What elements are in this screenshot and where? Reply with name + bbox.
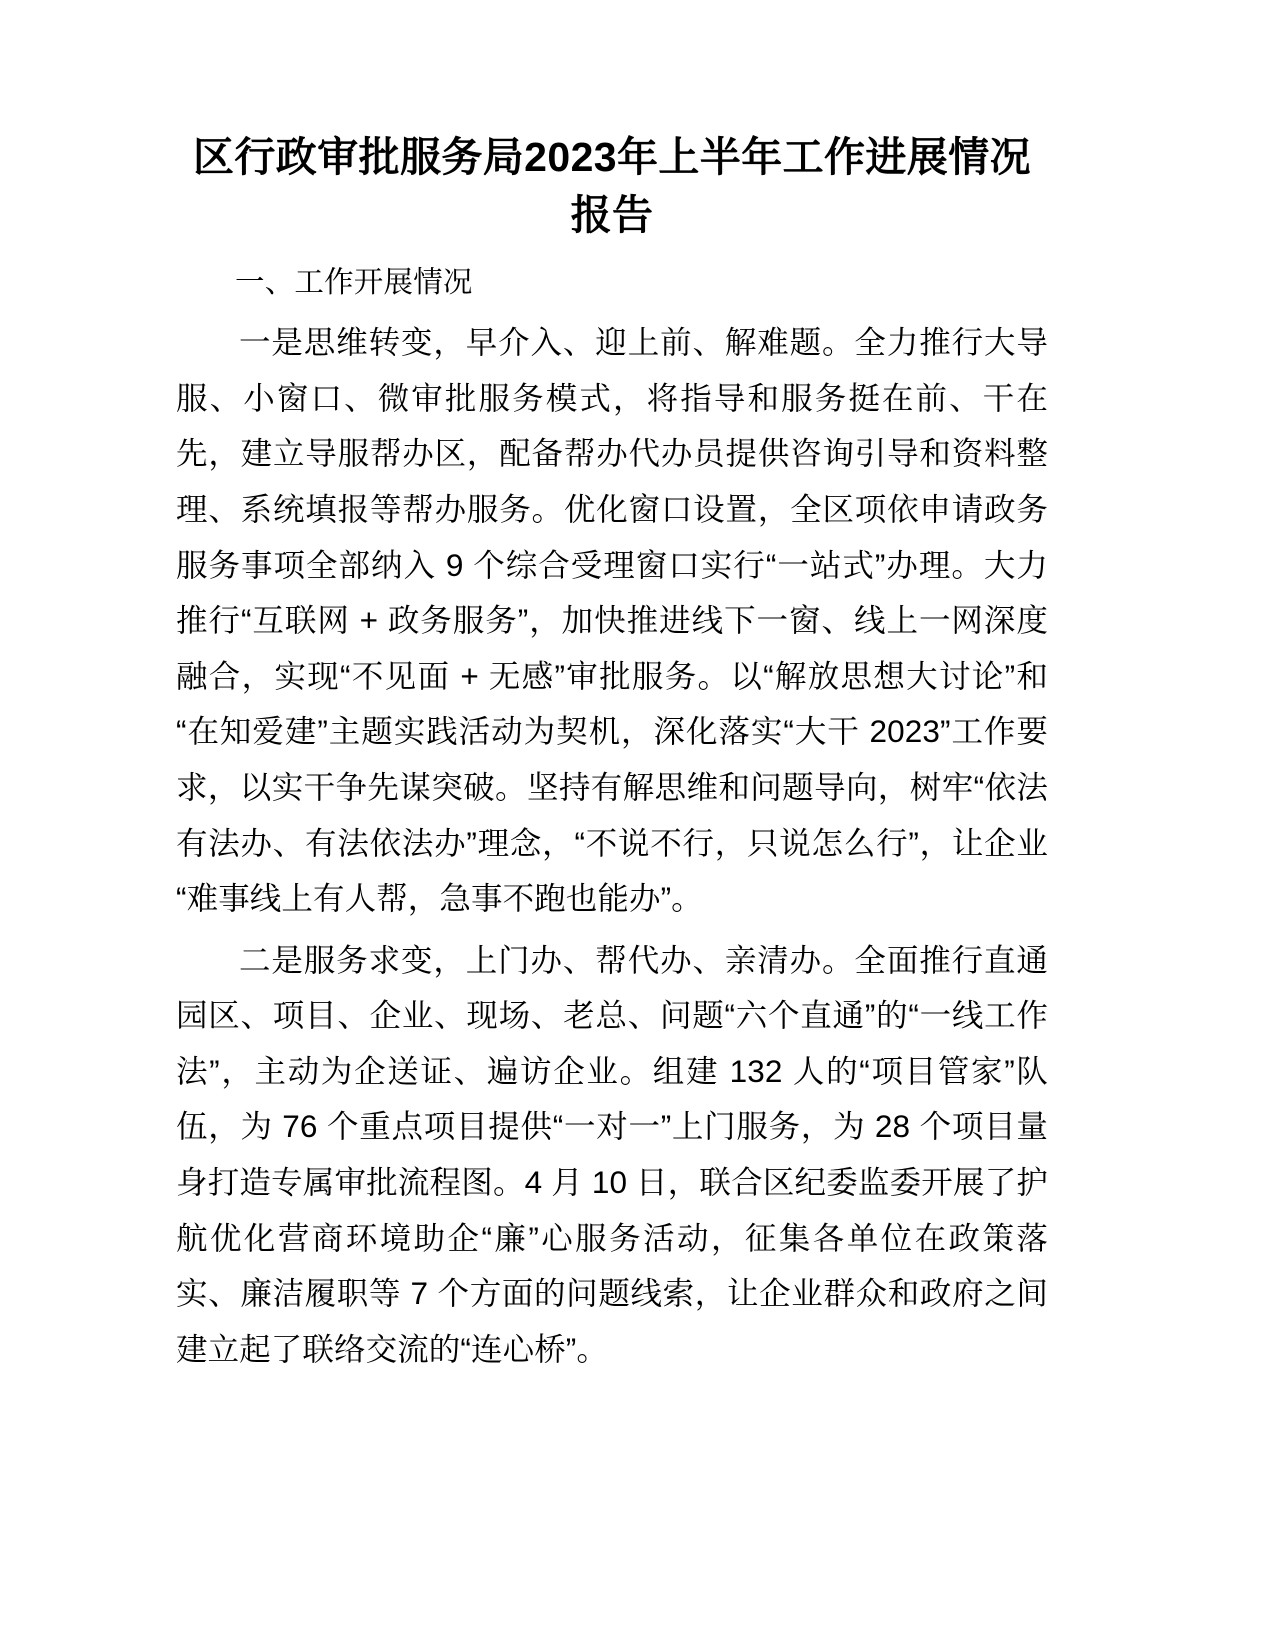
page-title: 区行政审批服务局2023年上半年工作进展情况报告: [192, 134, 1031, 239]
section-heading-1: 一、工作开展情况: [235, 266, 473, 300]
document-body: [176, 128, 1048, 1377]
section-1-paragraph-2: 二是服务求变，上门办、帮代办、亲清办。全面推行直通园区、项目、企业、现场、老总、问题“六个直通”的“一线工作法”，主动为企送证、遍访企业。组建 132 人的“项目管家”队伍，为 76 个重点项目提供“一对一”上门服务，为 28 个项目量身打造专属审批流程图。4 月 10 日，联合区纪委监委开展了护航优化营商环境助企“廉”心服务活动，征集各单位在政策落实、廉洁履职等 7 个方面的问题线索，让企业群众和政府之间建立起了联络交流的“连心桥”。: [176, 941, 1048, 1367]
section-1-paragraph-1: 一是思维转变，早介入、迎上前、解难题。全力推行大导服、小窗口、微审批服务模式，将指导和服务挺在前、干在先，建立导服帮办区，配备帮办代办员提供咨询引导和资料整理、系统填报等帮办服务。优化窗口设置，全区项依申请政务服务事项全部纳入 9 个综合受理窗口实行“一站式”办理。大力推行“互联网 + 政务服务”，加快推进线下一窗、线上一网深度融合，实现“不见面 + 无感”审批服务。以“解放思想大讨论”和“在知爱建”主题实践活动为契机，深化落实“大干 2023”工作要求，以实干争先谋突破。坚持有解思维和问题导向，树牢“依法有法办、有法依法办”理念，“不说不行，只说怎么行”，让企业“难事线上有人帮，急事不跑也能办”。: [176, 324, 1048, 917]
